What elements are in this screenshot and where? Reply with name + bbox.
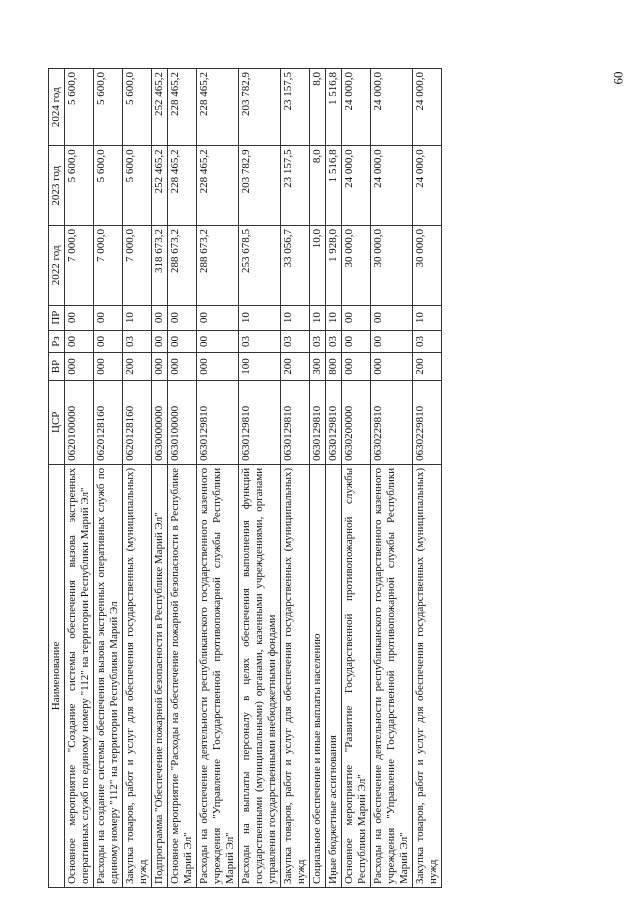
row-pr: 00 xyxy=(94,305,123,330)
row-csr: 0630129810 xyxy=(239,380,281,464)
row-name: Социальное обеспечение и иные выплаты населению xyxy=(310,464,326,887)
header-rz: Рз xyxy=(49,330,65,353)
row-2022: 1 928,0 xyxy=(326,226,342,306)
row-2022: 30 000,0 xyxy=(342,226,371,306)
row-2022: 7 000,0 xyxy=(65,226,94,306)
row-vr: 200 xyxy=(123,353,152,380)
row-2023: 8,0 xyxy=(310,146,326,226)
row-2022: 10,0 xyxy=(310,226,326,306)
row-2022: 253 678,5 xyxy=(239,226,281,306)
header-name: Наименование xyxy=(49,464,65,887)
row-2022: 33 056,7 xyxy=(281,226,310,306)
header-pr: ПР xyxy=(49,305,65,330)
table-row xyxy=(326,69,342,888)
row-2022: 30 000,0 xyxy=(413,226,442,306)
table-body xyxy=(65,69,442,888)
row-pr: 00 xyxy=(152,305,168,330)
row-2022: 318 673,2 xyxy=(152,226,168,306)
row-pr: 00 xyxy=(65,305,94,330)
row-2023: 24 000,0 xyxy=(413,146,442,226)
row-csr: 0630200000 xyxy=(342,380,371,464)
row-name: Закупка товаров, работ и услуг для обеспечения государственных (муниципальных) нужд xyxy=(123,464,152,887)
row-vr: 000 xyxy=(152,353,168,380)
row-rz: 00 xyxy=(65,330,94,353)
row-name: Закупка товаров, работ и услуг для обеспечения государственных (муниципальных) нужд xyxy=(281,464,310,887)
table-row xyxy=(94,69,123,888)
row-name: Основное мероприятие "Расходы на обеспечение пожарной безопасности в Республике Марий Эл" xyxy=(168,464,197,887)
row-rz: 03 xyxy=(413,330,442,353)
row-rz: 00 xyxy=(94,330,123,353)
row-pr: 00 xyxy=(371,305,413,330)
row-name: Иные бюджетные ассигнования xyxy=(326,464,342,887)
row-pr: 10 xyxy=(239,305,281,330)
row-vr: 000 xyxy=(197,353,239,380)
row-2023: 1 516,8 xyxy=(326,146,342,226)
row-2023: 228 465,2 xyxy=(168,146,197,226)
row-2022: 288 673,2 xyxy=(168,226,197,306)
row-vr: 200 xyxy=(413,353,442,380)
row-2023: 24 000,0 xyxy=(371,146,413,226)
row-vr: 100 xyxy=(239,353,281,380)
row-2023: 228 465,2 xyxy=(197,146,239,226)
row-rz: 00 xyxy=(152,330,168,353)
row-2022: 7 000,0 xyxy=(123,226,152,306)
row-2024: 24 000,0 xyxy=(342,69,371,146)
table-row xyxy=(123,69,152,888)
row-pr: 00 xyxy=(197,305,239,330)
row-vr: 200 xyxy=(281,353,310,380)
header-csr: ЦСР xyxy=(49,380,65,464)
row-2023: 24 000,0 xyxy=(342,146,371,226)
row-vr: 000 xyxy=(168,353,197,380)
row-pr: 00 xyxy=(342,305,371,330)
row-name: Подпрограмма "Обеспечение пожарной безопасности в Республике Марий Эл" xyxy=(152,464,168,887)
row-rz: 00 xyxy=(342,330,371,353)
row-2024: 228 465,2 xyxy=(197,69,239,146)
row-2024: 23 157,5 xyxy=(281,69,310,146)
row-rz: 00 xyxy=(168,330,197,353)
row-2024: 24 000,0 xyxy=(413,69,442,146)
header-2023: 2023 год xyxy=(49,146,65,226)
row-csr: 0630229810 xyxy=(413,380,442,464)
header-vr: ВР xyxy=(49,353,65,380)
row-rz: 03 xyxy=(123,330,152,353)
row-2024: 8,0 xyxy=(310,69,326,146)
row-name: Расходы на обеспечение деятельности республиканского государственного казенного учреждения "Управление Государственной противопожарной службы Республики Марий Эл" xyxy=(371,464,413,887)
row-pr: 10 xyxy=(123,305,152,330)
row-2023: 5 600,0 xyxy=(123,146,152,226)
row-csr: 0630129810 xyxy=(197,380,239,464)
row-2024: 5 600,0 xyxy=(65,69,94,146)
row-rz: 03 xyxy=(239,330,281,353)
row-vr: 000 xyxy=(371,353,413,380)
table-row xyxy=(342,69,371,888)
row-csr: 0630129810 xyxy=(310,380,326,464)
row-2022: 7 000,0 xyxy=(94,226,123,306)
row-pr: 00 xyxy=(168,305,197,330)
row-2022: 288 673,2 xyxy=(197,226,239,306)
table-row xyxy=(281,69,310,888)
budget-table xyxy=(48,68,442,888)
row-2024: 203 782,9 xyxy=(239,69,281,146)
table-row xyxy=(371,69,413,888)
row-vr: 000 xyxy=(65,353,94,380)
table-row xyxy=(310,69,326,888)
row-2024: 228 465,2 xyxy=(168,69,197,146)
row-2024: 5 600,0 xyxy=(123,69,152,146)
row-name: Закупка товаров, работ и услуг для обеспечения государственных (муниципальных) нужд xyxy=(413,464,442,887)
row-2023: 23 157,5 xyxy=(281,146,310,226)
row-name: Расходы на обеспечение деятельности республиканского государственного казенного учреждения "Управление Государственной противопожарной службы Республики Марий Эл" xyxy=(197,464,239,887)
table-row xyxy=(239,69,281,888)
table-row xyxy=(168,69,197,888)
row-rz: 03 xyxy=(326,330,342,353)
row-csr: 0620128160 xyxy=(123,380,152,464)
row-csr: 0620128160 xyxy=(94,380,123,464)
row-2024: 5 600,0 xyxy=(94,69,123,146)
row-csr: 0620100000 xyxy=(65,380,94,464)
table-row xyxy=(65,69,94,888)
row-pr: 10 xyxy=(281,305,310,330)
row-vr: 000 xyxy=(94,353,123,380)
row-rz: 03 xyxy=(281,330,310,353)
row-csr: 0630100000 xyxy=(168,380,197,464)
table-header-row xyxy=(49,69,65,888)
row-rz: 00 xyxy=(197,330,239,353)
row-csr: 0630129810 xyxy=(326,380,342,464)
row-rz: 03 xyxy=(310,330,326,353)
row-vr: 800 xyxy=(326,353,342,380)
row-pr: 10 xyxy=(326,305,342,330)
header-2022: 2022 год xyxy=(49,226,65,306)
header-2024: 2024 год xyxy=(49,69,65,146)
row-vr: 300 xyxy=(310,353,326,380)
row-2023: 203 782,9 xyxy=(239,146,281,226)
page-number: 60 xyxy=(610,71,626,85)
row-csr: 0630229810 xyxy=(371,380,413,464)
table-row xyxy=(152,69,168,888)
row-name: Расходы на выплаты персоналу в целях обеспечения выполнения функций государственными (муниципальными) органами, казенными учреждениями, органами управления государственными внебюджетными фондами xyxy=(239,464,281,887)
row-name: Основное мероприятие "Развитие Государственной противопожарной службы Республики Марий Эл" xyxy=(342,464,371,887)
row-csr: 0630129810 xyxy=(281,380,310,464)
row-2024: 252 465,2 xyxy=(152,69,168,146)
row-2023: 5 600,0 xyxy=(65,146,94,226)
row-csr: 0630000000 xyxy=(152,380,168,464)
row-name: Основное мероприятие "Создание системы обеспечения вызова экстренных оперативных служб по единому номеру "112" на территории Республики Марий Эл" xyxy=(65,464,94,887)
row-2023: 252 465,2 xyxy=(152,146,168,226)
row-2024: 24 000,0 xyxy=(371,69,413,146)
table-row xyxy=(413,69,442,888)
row-pr: 10 xyxy=(413,305,442,330)
row-2024: 1 516,8 xyxy=(326,69,342,146)
table-row xyxy=(197,69,239,888)
row-pr: 10 xyxy=(310,305,326,330)
row-rz: 00 xyxy=(371,330,413,353)
rotated-table-container xyxy=(48,68,608,888)
row-2022: 30 000,0 xyxy=(371,226,413,306)
row-name: Расходы на создание системы обеспечения вызова экстренных оперативных служб по единому номеру "112" на территории Республики Марий Эл xyxy=(94,464,123,887)
row-2023: 5 600,0 xyxy=(94,146,123,226)
row-vr: 000 xyxy=(342,353,371,380)
